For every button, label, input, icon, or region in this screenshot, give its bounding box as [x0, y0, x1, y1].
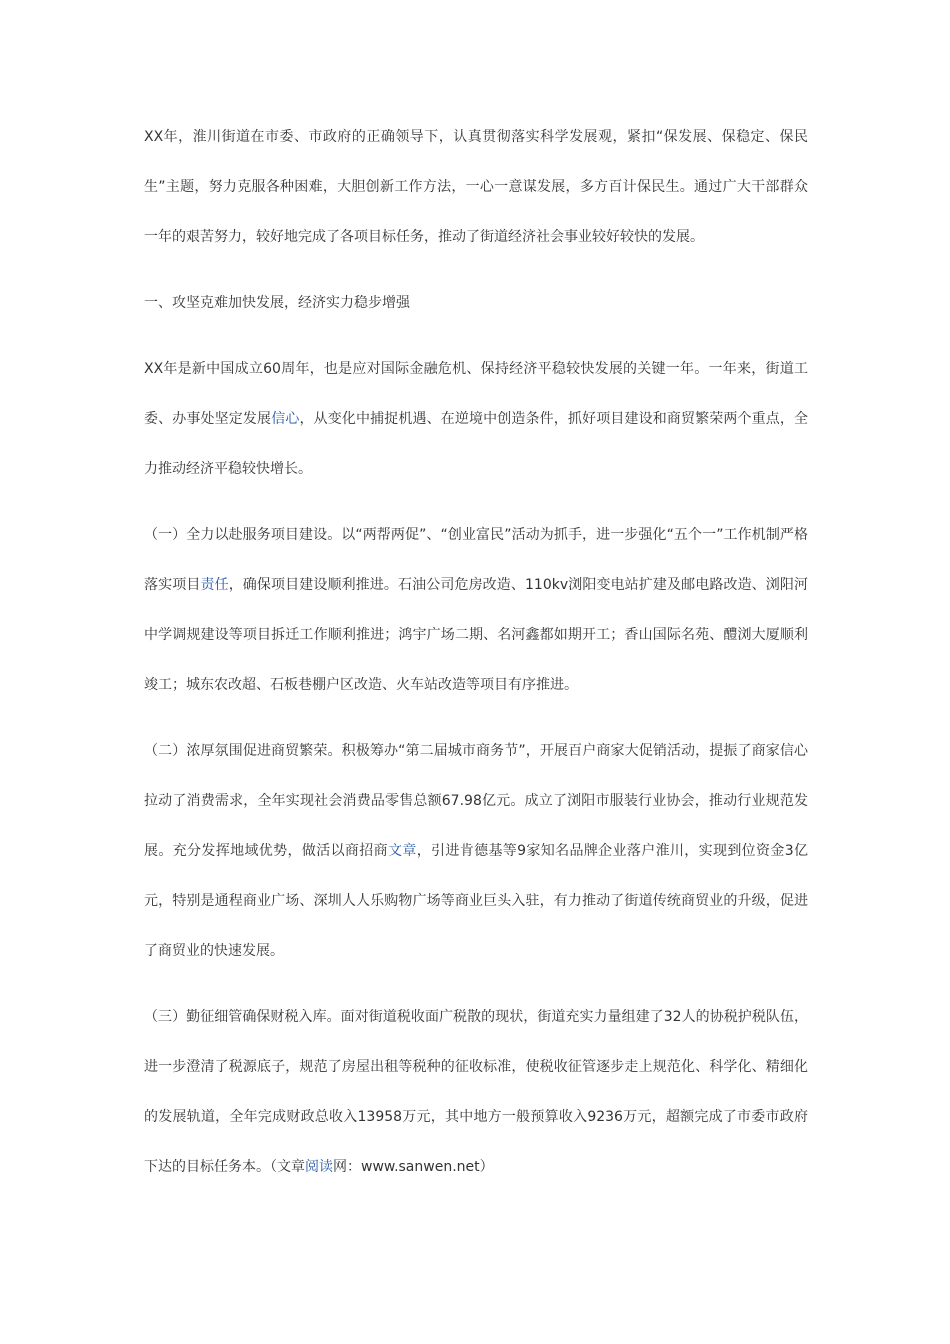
link-responsibility[interactable]: 责任 [200, 577, 229, 593]
text-segment: （二）浓厚氛围促进商贸繁荣。积极筹办“第二届城市商务节”，开展百户商家大促销活动，提振了商家信心拉动了消费需求，全年实现社会消费品零售总额67.98亿元。成立了浏阳市服装行业协会，推动行业规范发展。充分发挥地域优势，做活以商招商 [144, 743, 808, 859]
text-segment: XX年是新中国成立60周年，也是应对国际金融危机、保持经济平稳较快发展的关键一年。一年来，街道工委、办事处坚定发展 [144, 361, 808, 427]
text-segment: ，确保项目建设顺利推进。石油公司危房改造、110kv浏阳变电站扩建及邮电路改造、浏阳河中学调规建设等项目拆迁工作顺利推进；鸿宇广场二期、名河鑫都如期开工；香山国际名苑、醴浏大厦顺利竣工；城东农改超、石板巷棚户区改造、火车站改造等项目有序推进。 [144, 577, 809, 693]
paragraph-projects [144, 510, 808, 710]
text-segment: XX年，淮川街道在市委、市政府的正确领导下，认真贯彻落实科学发展观，紧扣“保发展、保稳定、保民生”主题，努力克服各种困难，大胆创新工作方法，一心一意谋发展，多方百计保民生。通过广大干部群众一年的艰苦努力，较好地完成了各项目标任务，推动了街道经济社会事业较好较快的发展。 [144, 129, 808, 245]
text-segment: ，从变化中捕捉机遇、在逆境中创造条件，抓好项目建设和商贸繁荣两个重点，全力推动经济平稳较快增长。 [144, 411, 809, 477]
intro-paragraph [144, 112, 808, 262]
link-article[interactable]: 文章 [387, 843, 417, 859]
paragraph-tax [144, 992, 808, 1192]
document-body [144, 112, 808, 1208]
text-segment: （三）勤征细管确保财税入库。面对街道税收面广税散的现状，街道充实力量组建了32人的协税护税队伍，进一步澄清了税源底子，规范了房屋出租等税种的征收标准，使税收征管逐步走上规范化、科学化、精细化的发展轨道，全年完成财政总收入13958万元，其中地方一般预算收入9236万元，超额完成了市委市政府下达的目标任务本。（文章 [144, 1009, 808, 1175]
paragraph-economy [144, 344, 808, 494]
text-segment: （一）全力以赴服务项目建设。以“两帮两促”、“创业富民”活动为抓手，进一步强化“五个一”工作机制严格落实项目 [144, 527, 808, 593]
link-confidence[interactable]: 信心 [271, 411, 300, 427]
section-heading [144, 278, 808, 328]
text-segment: ，引进肯德基等9家知名品牌企业落户淮川，实现到位资金3亿元，特别是通程商业广场、深圳人人乐购物广场等商业巨头入驻，有力推动了街道传统商贸业的升级，促进了商贸业的快速发展。 [144, 843, 808, 959]
link-reading[interactable]: 阅读 [305, 1159, 333, 1175]
heading-text: 一、攻坚克难加快发展，经济实力稳步增强 [144, 295, 410, 311]
paragraph-commerce [144, 726, 808, 976]
text-segment: 网：www.sanwen.net） [333, 1159, 494, 1175]
